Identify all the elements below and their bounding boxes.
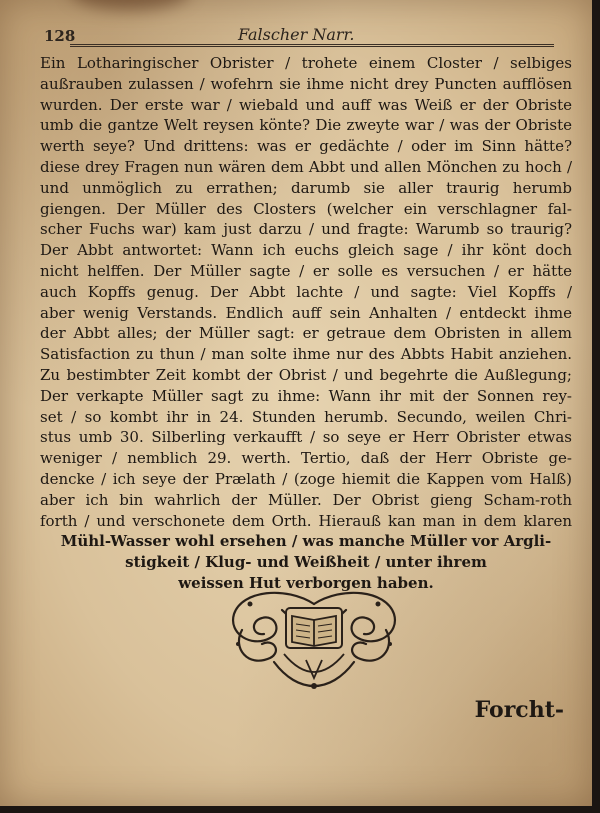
running-title: Falscher Narr. (238, 25, 355, 44)
page-number: 128 (44, 27, 76, 45)
text-line: forth / und verschonete dem Orth. Hierauß kan man in dem klaren (40, 511, 572, 530)
text-line: außrauben zulassen / wofehrn sie ihme nicht drey Puncten aufflösen (40, 74, 572, 93)
text-line: und unmöglich zu errathen; darumb sie aller traurig herumb (40, 178, 572, 197)
text-line: scher Fuchs war) kam just darzu / und fragte: Warumb so traurig? (40, 220, 572, 239)
text-line: aber ich bin wahrlich der Müller. Der Obrist gieng Scham-roth (40, 490, 572, 509)
text-line: der Abbt alles; der Müller sagt: er getraue dem Obristen in allem (40, 324, 572, 343)
text-line: giengen. Der Müller des Closters (welcher ein verschlagner fal- (40, 199, 572, 218)
text-line: Mühl-Wasser wohl ersehen / was manche Müller vor Argli- (60, 532, 552, 551)
page-header (0, 0, 592, 50)
text-line: umb die gantze Welt reysen könte? Die zweyte war / was der Obriste (40, 116, 572, 135)
text-line: wurden. Der erste war / wiebald und auff was Weiß er der Obriste (40, 95, 572, 114)
text-line: diese drey Fragen nun wären dem Abbt und allen Mönchen zu hoch / (40, 157, 572, 176)
text-line: weniger / nemblich 29. werth. Tertio, daß der Herr Obriste ge- (40, 449, 572, 468)
text-line: Ein Lotharingischer Obrister / trohete einem Closter / selbiges (40, 54, 572, 72)
header-rule (70, 44, 554, 47)
decorative-ornament (224, 586, 404, 690)
text-line: Der Abbt antwortet: Wann ich euchs gleich sage / ihr könt doch (40, 241, 572, 260)
body-text (40, 53, 572, 594)
text-line: set / so kombt ihr in 24. Stunden herumb. Secundo, weilen Chri- (40, 407, 572, 426)
text-line: dencke / ich seye der Prælath / (zoge hiemit die Kappen vom Halß) (40, 469, 572, 488)
text-line: Satisfaction zu thun / man solte ihme nur des Abbts Habit anziehen. (40, 345, 572, 364)
text-line: stus umb 30. Silberling verkaufft / so seye er Herr Obrister etwas (40, 428, 572, 447)
text-line: werth seye? Und drittens: was er gedächte / oder im Sinn hätte? (40, 137, 572, 156)
text-line: weissen Hut verborgen haben. (178, 573, 434, 592)
text-line: aber wenig Verstands. Endlich auff sein Anhalten / entdeckt ihme (40, 303, 572, 322)
text-line: Der verkapte Müller sagt zu ihme: Wann ihr mit der Sonnen rey- (40, 386, 572, 405)
text-line: Zu bestimbter Zeit kombt der Obrist / und begehrte die Außlegung; (40, 365, 572, 384)
text-line: nicht helffen. Der Müller sagte / er solle es versuchen / er hätte (40, 261, 572, 280)
text-line: auch Kopffs genug. Der Abbt lachte / und sagte: Viel Kopffs / (40, 282, 572, 301)
text-line: stigkeit / Klug- und Weißheit / unter ihrem (125, 553, 487, 572)
catchword: Forcht- (474, 697, 564, 723)
